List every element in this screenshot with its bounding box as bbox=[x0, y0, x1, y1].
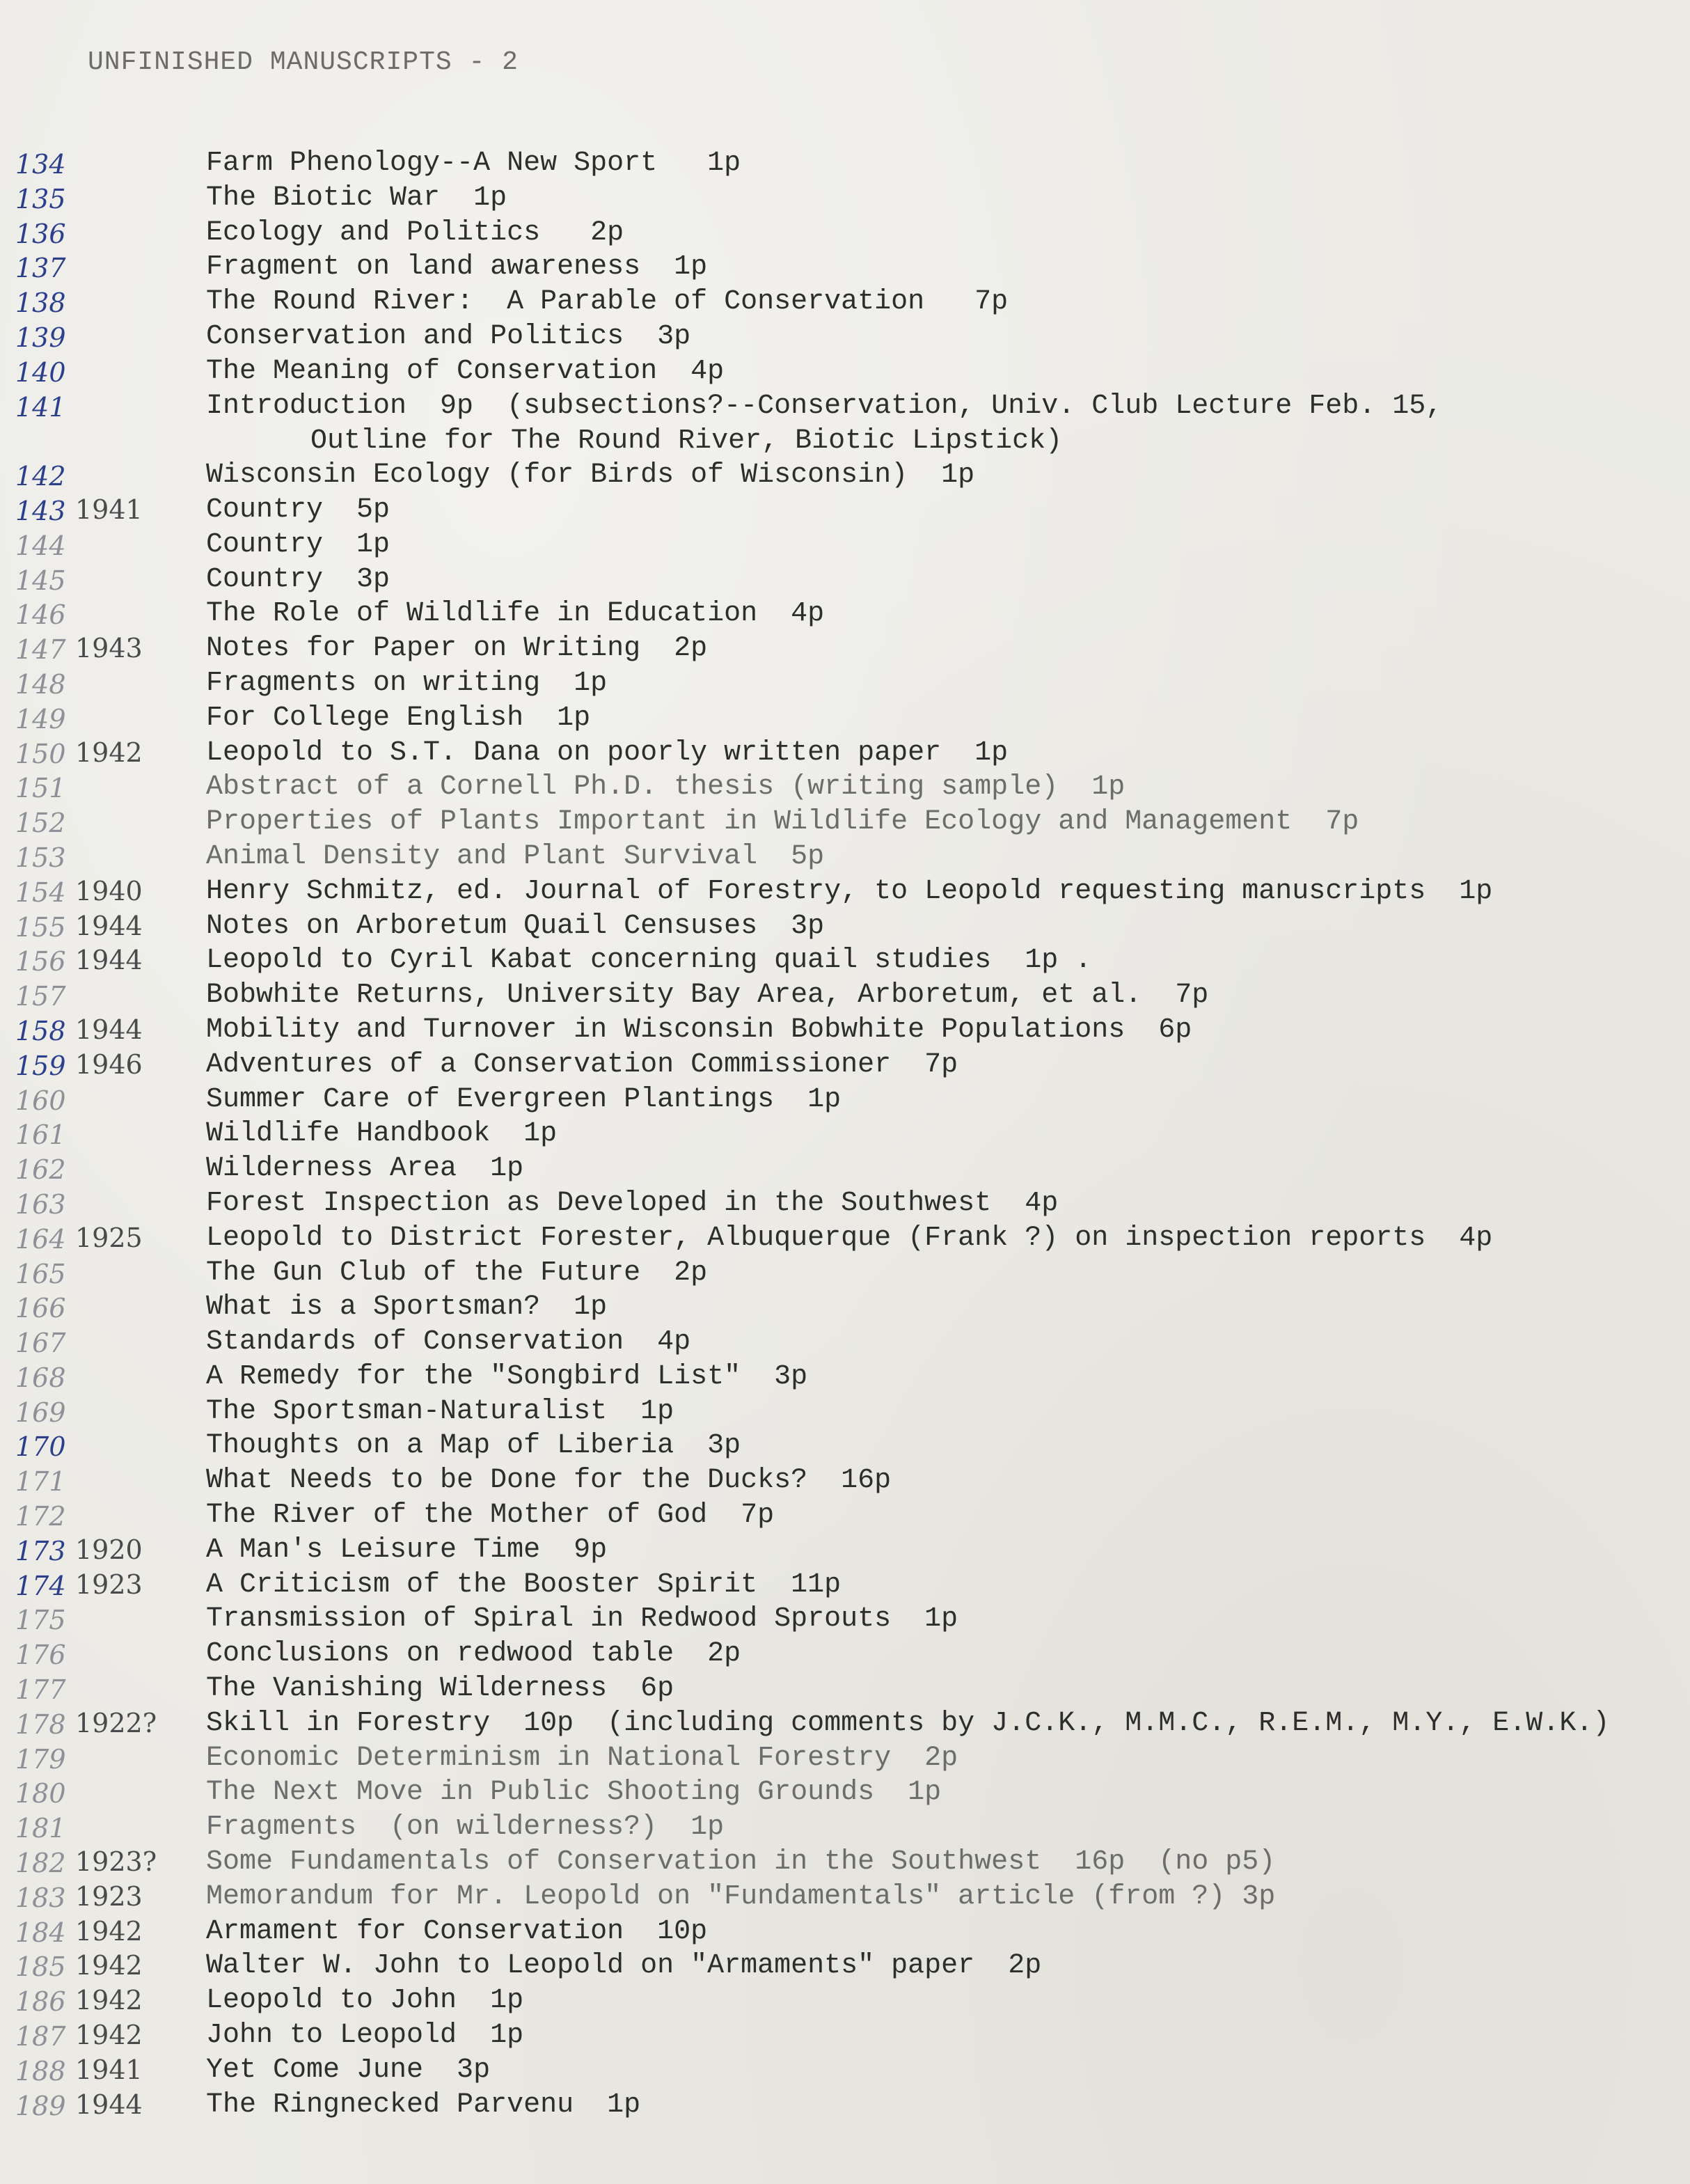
handwritten-item-number: 154 bbox=[15, 877, 66, 908]
list-item bbox=[0, 214, 1690, 249]
handwritten-item-number: 165 bbox=[15, 1258, 66, 1289]
handwritten-item-number: 156 bbox=[15, 946, 66, 977]
handwritten-item-number: 168 bbox=[15, 1362, 66, 1393]
list-item bbox=[0, 318, 1690, 353]
page-title: UNFINISHED MANUSCRIPTS - 2 bbox=[88, 47, 519, 77]
handwritten-item-number: 183 bbox=[15, 1882, 66, 1913]
list-item bbox=[0, 1982, 1690, 2017]
handwritten-item-number: 145 bbox=[15, 565, 66, 596]
manuscript-title: Thoughts on a Map of Liberia 3p bbox=[206, 1430, 741, 1462]
handwritten-year: 1942 bbox=[75, 1950, 143, 1981]
handwritten-item-number: 153 bbox=[15, 842, 66, 873]
manuscript-title: Transmission of Spiral in Redwood Sprouts 1p bbox=[206, 1603, 958, 1635]
list-item bbox=[0, 1012, 1690, 1046]
list-item bbox=[0, 526, 1690, 561]
handwritten-item-number: 175 bbox=[15, 1605, 66, 1636]
list-item bbox=[0, 1532, 1690, 1566]
manuscript-title: The Gun Club of the Future 2p bbox=[206, 1257, 708, 1289]
list-item bbox=[0, 249, 1690, 283]
handwritten-year: 1944 bbox=[75, 2089, 143, 2120]
list-item bbox=[0, 1844, 1690, 1878]
list-item bbox=[0, 838, 1690, 873]
list-item bbox=[0, 630, 1690, 665]
list-item bbox=[0, 1255, 1690, 1289]
handwritten-item-number: 169 bbox=[15, 1397, 66, 1428]
handwritten-item-number: 167 bbox=[15, 1328, 66, 1359]
handwritten-item-number: 158 bbox=[15, 1015, 66, 1046]
list-item bbox=[0, 1081, 1690, 1116]
manuscript-title: Yet Come June 3p bbox=[206, 2054, 491, 2086]
manuscript-title: Abstract of a Cornell Ph.D. thesis (writing sample) 1p bbox=[206, 771, 1126, 803]
list-item bbox=[0, 492, 1690, 526]
list-item bbox=[0, 977, 1690, 1012]
handwritten-year: 1920 bbox=[75, 1534, 143, 1565]
handwritten-item-number: 155 bbox=[15, 911, 66, 943]
handwritten-item-number: 179 bbox=[15, 1743, 66, 1775]
handwritten-item-number: 138 bbox=[15, 288, 66, 319]
list-item bbox=[0, 1115, 1690, 1150]
manuscript-title: Some Fundamentals of Conservation in the Southwest 16p (no p5) bbox=[206, 1846, 1276, 1878]
handwritten-year: 1923 bbox=[75, 1569, 143, 1600]
manuscript-title: Bobwhite Returns, University Bay Area, Arboretum, et al. 7p bbox=[206, 980, 1209, 1012]
handwritten-item-number: 186 bbox=[15, 1986, 66, 2018]
manuscript-title: The River of the Mother of God 7p bbox=[206, 1500, 775, 1532]
manuscript-title: Leopold to District Forester, Albuquerque (Frank ?) on inspection reports 4p bbox=[206, 1222, 1493, 1254]
list-item bbox=[0, 283, 1690, 318]
manuscript-title: Farm Phenology--A New Sport 1p bbox=[206, 148, 741, 179]
handwritten-item-number: 172 bbox=[15, 1501, 66, 1532]
manuscript-title: The Next Move in Public Shooting Grounds 1p bbox=[206, 1777, 942, 1809]
list-item bbox=[0, 700, 1690, 734]
handwritten-year: 1923? bbox=[75, 1846, 157, 1878]
handwritten-item-number: 185 bbox=[15, 1951, 66, 1983]
list-item bbox=[0, 561, 1690, 596]
list-item bbox=[0, 769, 1690, 803]
list-item bbox=[0, 1740, 1690, 1775]
handwritten-year: 1941 bbox=[75, 494, 143, 525]
handwritten-item-number: 137 bbox=[15, 253, 66, 284]
handwritten-item-number: 143 bbox=[15, 495, 66, 526]
manuscript-title: Walter W. John to Leopold on "Armaments" paper 2p bbox=[206, 1950, 1042, 1982]
manuscript-title: Leopold to S.T. Dana on poorly written paper 1p bbox=[206, 737, 1009, 769]
manuscript-title: Standards of Conservation 4p bbox=[206, 1326, 691, 1358]
list-item bbox=[0, 457, 1690, 492]
manuscript-title: Leopold to John 1p bbox=[206, 1985, 524, 2017]
manuscript-title: The Round River: A Parable of Conservation 7p bbox=[206, 286, 1009, 318]
handwritten-item-number: 160 bbox=[15, 1085, 66, 1116]
handwritten-item-number: 146 bbox=[15, 599, 66, 631]
list-item bbox=[0, 1289, 1690, 1323]
manuscript-title: Animal Density and Plant Survival 5p bbox=[206, 840, 825, 872]
manuscript-title: John to Leopold 1p bbox=[206, 2020, 524, 2052]
handwritten-item-number: 162 bbox=[15, 1154, 66, 1186]
list-item bbox=[0, 873, 1690, 908]
handwritten-item-number: 147 bbox=[15, 634, 66, 666]
manuscript-title: Fragments on writing 1p bbox=[206, 667, 608, 699]
manuscript-title: The Ringnecked Parvenu 1p bbox=[206, 2089, 641, 2121]
handwritten-item-number: 177 bbox=[15, 1674, 66, 1706]
manuscript-title: Notes on Arboretum Quail Censuses 3p bbox=[206, 910, 825, 942]
handwritten-year: 1941 bbox=[75, 2054, 143, 2085]
handwritten-year: 1942 bbox=[75, 737, 143, 768]
manuscript-title: Skill in Forestry 10p (including comments by J.C.K., M.M.C., R.E.M., M.Y., E.W.K.) bbox=[206, 1707, 1610, 1739]
manuscript-title: Conclusions on redwood table 2p bbox=[206, 1638, 741, 1670]
handwritten-year: 1942 bbox=[75, 1915, 143, 1947]
list-item bbox=[0, 1774, 1690, 1809]
list-item bbox=[0, 1185, 1690, 1220]
handwritten-year: 1923 bbox=[75, 1880, 143, 1912]
handwritten-year: 1946 bbox=[75, 1048, 143, 1080]
list-item bbox=[0, 1635, 1690, 1670]
handwritten-item-number: 187 bbox=[15, 2021, 66, 2052]
list-item bbox=[0, 1878, 1690, 1913]
handwritten-item-number: 141 bbox=[15, 391, 66, 423]
handwritten-item-number: 182 bbox=[15, 1848, 66, 1879]
manuscript-title: What is a Sportsman? 1p bbox=[206, 1291, 608, 1323]
list-item bbox=[0, 1393, 1690, 1428]
handwritten-item-number: 144 bbox=[15, 530, 66, 561]
handwritten-item-number: 135 bbox=[15, 183, 66, 214]
manuscript-title: Conservation and Politics 3p bbox=[206, 320, 691, 352]
manuscript-title: A Criticism of the Booster Spirit 11p bbox=[206, 1569, 842, 1601]
manuscript-title: The Biotic War 1p bbox=[206, 182, 507, 214]
handwritten-year: 1925 bbox=[75, 1222, 143, 1253]
handwritten-year: 1922? bbox=[75, 1707, 157, 1738]
manuscript-title: Economic Determinism in National Forestry 2p bbox=[206, 1742, 958, 1774]
handwritten-item-number: 161 bbox=[15, 1120, 66, 1151]
list-item bbox=[0, 1358, 1690, 1393]
manuscript-title: Adventures of a Conservation Commissioner 7p bbox=[206, 1048, 958, 1081]
handwritten-year: 1944 bbox=[75, 910, 143, 941]
handwritten-item-number: 181 bbox=[15, 1813, 66, 1844]
manuscript-title: Memorandum for Mr. Leopold on "Fundamentals" article (from ?) 3p bbox=[206, 1880, 1276, 1912]
handwritten-item-number: 166 bbox=[15, 1293, 66, 1324]
manuscript-title: For College English 1p bbox=[206, 702, 591, 734]
list-item bbox=[0, 1947, 1690, 1982]
handwritten-year: 1942 bbox=[75, 2020, 143, 2051]
handwritten-item-number: 163 bbox=[15, 1188, 66, 1220]
manuscript-title: Fragments (on wilderness?) 1p bbox=[206, 1812, 725, 1844]
handwritten-item-number: 173 bbox=[15, 1535, 66, 1566]
manuscript-title: Country 1p bbox=[206, 528, 390, 560]
manuscript-title: Mobility and Turnover in Wisconsin Bobwhite Populations 6p bbox=[206, 1014, 1192, 1046]
handwritten-item-number: 151 bbox=[15, 773, 66, 804]
manuscript-title: The Meaning of Conservation 4p bbox=[206, 355, 725, 387]
list-item bbox=[0, 2087, 1690, 2121]
list-item bbox=[0, 1462, 1690, 1497]
list-item bbox=[0, 595, 1690, 630]
handwritten-item-number: 139 bbox=[15, 322, 66, 353]
manuscript-title: The Sportsman-Naturalist 1p bbox=[206, 1395, 674, 1427]
list-item bbox=[0, 1670, 1690, 1705]
handwritten-year: 1943 bbox=[75, 633, 143, 664]
handwritten-year: 1942 bbox=[75, 1985, 143, 2016]
list-item bbox=[0, 145, 1690, 180]
list-item bbox=[0, 1150, 1690, 1185]
manuscript-title: Forest Inspection as Developed in the Southwest 4p bbox=[206, 1187, 1059, 1219]
handwritten-item-number: 176 bbox=[15, 1640, 66, 1671]
handwritten-item-number: 150 bbox=[15, 738, 66, 769]
list-item bbox=[0, 908, 1690, 943]
list-item bbox=[0, 388, 1690, 457]
handwritten-item-number: 140 bbox=[15, 356, 66, 388]
manuscript-title: Introduction 9p (subsections?--Conservation, Univ. Club Lecture Feb. 15, bbox=[206, 390, 1443, 422]
handwritten-item-number: 134 bbox=[15, 149, 66, 180]
manuscript-title: The Vanishing Wilderness 6p bbox=[206, 1673, 674, 1705]
list-item bbox=[0, 1220, 1690, 1255]
manuscript-title: Wildlife Handbook 1p bbox=[206, 1118, 558, 1150]
handwritten-item-number: 157 bbox=[15, 981, 66, 1012]
manuscript-title: Wilderness Area 1p bbox=[206, 1153, 524, 1185]
handwritten-item-number: 178 bbox=[15, 1708, 66, 1740]
manuscript-list bbox=[0, 145, 1690, 2121]
list-item bbox=[0, 1046, 1690, 1081]
handwritten-item-number: 174 bbox=[15, 1570, 66, 1601]
handwritten-item-number: 152 bbox=[15, 808, 66, 839]
manuscript-title: Properties of Plants Important in Wildlife Ecology and Management 7p bbox=[206, 806, 1359, 838]
list-item bbox=[0, 734, 1690, 769]
handwritten-item-number: 184 bbox=[15, 1917, 66, 1948]
manuscript-title: Armament for Conservation 10p bbox=[206, 1915, 708, 1947]
list-item bbox=[0, 665, 1690, 700]
manuscript-title-continuation: Outline for The Round River, Biotic Lipstick) bbox=[310, 425, 1063, 457]
manuscript-title: Notes for Paper on Writing 2p bbox=[206, 633, 708, 665]
handwritten-item-number: 148 bbox=[15, 668, 66, 700]
handwritten-item-number: 180 bbox=[15, 1778, 66, 1809]
manuscript-title: Henry Schmitz, ed. Journal of Forestry, to Leopold requesting manuscripts 1p bbox=[206, 875, 1493, 907]
handwritten-item-number: 136 bbox=[15, 218, 66, 249]
list-item bbox=[0, 180, 1690, 214]
handwritten-item-number: 159 bbox=[15, 1050, 66, 1081]
list-item bbox=[0, 353, 1690, 388]
list-item bbox=[0, 1705, 1690, 1740]
handwritten-item-number: 188 bbox=[15, 2055, 66, 2087]
manuscript-title: Summer Care of Evergreen Plantings 1p bbox=[206, 1083, 842, 1115]
manuscript-title: Fragment on land awareness 1p bbox=[206, 251, 708, 283]
list-item bbox=[0, 942, 1690, 977]
manuscript-title: Leopold to Cyril Kabat concerning quail studies 1p . bbox=[206, 945, 1092, 977]
handwritten-year: 1944 bbox=[75, 945, 143, 976]
handwritten-item-number: 149 bbox=[15, 703, 66, 734]
list-item bbox=[0, 803, 1690, 838]
list-item bbox=[0, 1913, 1690, 1948]
handwritten-item-number: 142 bbox=[15, 461, 66, 492]
manuscript-title: The Role of Wildlife in Education 4p bbox=[206, 598, 825, 630]
handwritten-item-number: 164 bbox=[15, 1223, 66, 1255]
manuscript-title: Country 5p bbox=[206, 494, 390, 526]
list-item bbox=[0, 1601, 1690, 1635]
handwritten-item-number: 171 bbox=[15, 1466, 66, 1498]
manuscript-title: A Man's Leisure Time 9p bbox=[206, 1534, 608, 1566]
list-item bbox=[0, 1566, 1690, 1601]
handwritten-year: 1940 bbox=[75, 875, 143, 906]
manuscript-title: What Needs to be Done for the Ducks? 16p bbox=[206, 1465, 892, 1497]
handwritten-year: 1944 bbox=[75, 1014, 143, 1045]
list-item bbox=[0, 1497, 1690, 1532]
list-item bbox=[0, 1809, 1690, 1844]
manuscript-title: Ecology and Politics 2p bbox=[206, 217, 624, 249]
handwritten-item-number: 170 bbox=[15, 1431, 66, 1463]
manuscript-title: Wisconsin Ecology (for Birds of Wisconsin) 1p bbox=[206, 459, 975, 492]
list-item bbox=[0, 1427, 1690, 1462]
list-item bbox=[0, 1323, 1690, 1358]
list-item bbox=[0, 2017, 1690, 2052]
handwritten-item-number: 189 bbox=[15, 2090, 66, 2121]
list-item bbox=[0, 2052, 1690, 2087]
manuscript-title: A Remedy for the "Songbird List" 3p bbox=[206, 1360, 808, 1392]
manuscript-title: Country 3p bbox=[206, 563, 390, 595]
